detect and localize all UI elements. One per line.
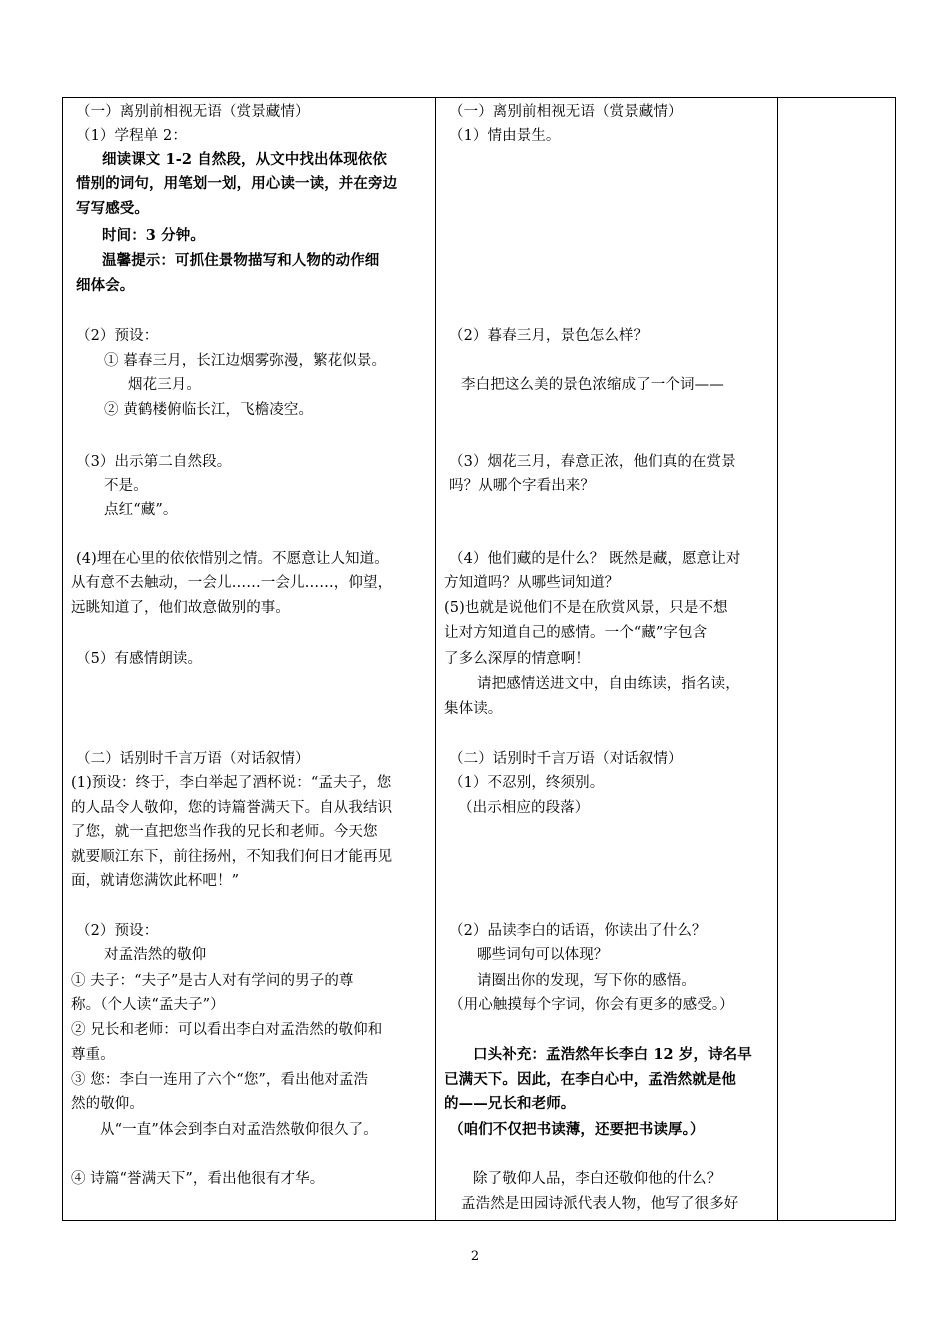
left-line: 远眺知道了，他们故意做别的事。 <box>71 600 290 616</box>
middle-line: 请把感情送进文中，自由练读，指名读， <box>477 676 740 692</box>
middle-line: （二）话别时千言万语（对话叙情） <box>449 751 683 767</box>
left-line: ① 夫子：“夫子”是古人对有学问的男子的尊 <box>71 973 354 989</box>
middle-line: (5)也就是说他们不是在欣赏风景，只是不想 <box>444 600 728 616</box>
left-line: 细体会。 <box>76 277 135 294</box>
left-line: 不是。 <box>104 478 148 494</box>
middle-line: 的——兄长和老师。 <box>444 1095 576 1112</box>
middle-line: 了多么深厚的情意啊！ <box>444 651 590 667</box>
lesson-plan-table <box>62 97 896 1221</box>
middle-line: 口头补充：孟浩然年长李白 12 岁，诗名早 <box>473 1046 752 1063</box>
left-line: 细读课文 1-2 自然段，从文中找出体现依依 <box>102 151 387 168</box>
left-line: （二）话别时千言万语（对话叙情） <box>76 751 310 767</box>
left-line: 烟花三月。 <box>128 377 201 393</box>
middle-line: 已满天下。因此，在李白心中，孟浩然就是他 <box>444 1071 736 1088</box>
middle-line: （咱们不仅把书读薄，还要把书读厚。） <box>449 1121 705 1138</box>
middle-line: 哪些词句可以体现？ <box>477 947 609 963</box>
left-line: 点红“藏”。 <box>104 502 178 518</box>
middle-line: （2）暮春三月，景色怎么样？ <box>449 328 649 344</box>
middle-line: 请圈出你的发现，写下你的感悟。 <box>477 973 696 989</box>
left-column-cell <box>63 98 436 1221</box>
left-line: 就要顺江东下，前往扬州，不知我们何日才能再见 <box>71 849 393 865</box>
middle-line: （2）品读李白的话语，你读出了什么？ <box>449 923 707 939</box>
left-line: （1）学程单 2： <box>76 128 187 144</box>
table-row <box>63 98 896 1221</box>
left-line: 然的敬仰。 <box>71 1096 144 1112</box>
middle-line: （1）情由景生。 <box>449 128 561 144</box>
left-line: 写写感受。 <box>76 200 149 217</box>
middle-line: 方知道吗？从哪些词知道？ <box>444 575 620 591</box>
left-line: ② 兄长和老师：可以看出李白对孟浩然的敬仰和 <box>71 1022 383 1038</box>
left-line: 对孟浩然的敬仰 <box>104 947 207 963</box>
left-line: ① 暮春三月，长江边烟雾弥漫，繁花似景。 <box>104 353 387 369</box>
middle-line: 李白把这么美的景色浓缩成了一个词—— <box>461 377 724 393</box>
left-line: （2）预设： <box>76 923 159 939</box>
left-line: （2）预设： <box>76 328 159 344</box>
middle-line: （出示相应的段落） <box>458 800 590 816</box>
middle-line: 集体读。 <box>444 701 503 717</box>
middle-line: 孟浩然是田园诗派代表人物，他写了很多好 <box>461 1196 739 1212</box>
left-line: 惜别的词句，用笔划一划，用心读一读，并在旁边 <box>76 175 398 192</box>
notes-column-cell <box>778 98 896 1221</box>
middle-line: 吗？从哪个字看出来？ <box>449 478 595 494</box>
middle-column-cell <box>436 98 778 1221</box>
left-line: 从有意不去触动，一会儿……一会儿……，仰望， <box>71 575 393 591</box>
page-number: 2 <box>470 1249 480 1264</box>
middle-line: （一）离别前相视无语（赏景藏情） <box>449 104 683 120</box>
left-line: （3）出示第二自然段。 <box>76 454 232 470</box>
left-line: (1)预设：终于，李白举起了酒杯说：“孟夫子，您 <box>71 775 392 791</box>
left-line: 了您，就一直把您当作我的兄长和老师。今天您 <box>71 824 378 840</box>
left-line: (4)埋在心里的依依惜别之情。不愿意让人知道。 <box>76 551 389 567</box>
middle-line: （1）不忍别，终须别。 <box>449 775 605 791</box>
left-line: ③ 您：李白一连用了六个“您”，看出他对孟浩 <box>71 1072 369 1088</box>
middle-line: 让对方知道自己的感情。一个“藏”字包含 <box>444 625 708 641</box>
left-line: 称。（个人读“孟夫子”） <box>71 997 225 1013</box>
left-line: 时间：3 分钟。 <box>102 227 205 244</box>
left-line: （5）有感情朗读。 <box>76 651 203 667</box>
left-line: 温馨提示：可抓住景物描写和人物的动作细 <box>102 252 380 269</box>
left-line: 的人品令人敬仰，您的诗篇誉满天下。自从我结识 <box>71 800 393 816</box>
middle-line: （4）他们藏的是什么？ 既然是藏，愿意让对 <box>449 551 741 567</box>
left-line: 面，就请您满饮此杯吧！” <box>71 873 240 889</box>
left-line: 从“一直”体会到李白对孟浩然敬仰很久了。 <box>100 1122 378 1138</box>
middle-line: （用心触摸每个字词，你会有更多的感受。） <box>449 997 734 1013</box>
left-line: ④ 诗篇“誉满天下”，看出他很有才华。 <box>71 1171 325 1187</box>
middle-line: （3）烟花三月，春意正浓，他们真的在赏景 <box>449 454 736 470</box>
left-line: 尊重。 <box>71 1047 115 1063</box>
middle-line: 除了敬仰人品，李白还敬仰他的什么？ <box>473 1171 722 1187</box>
left-line: （一）离别前相视无语（赏景藏情） <box>76 104 310 120</box>
left-line: ② 黄鹤楼俯临长江，飞檐凌空。 <box>104 402 314 418</box>
